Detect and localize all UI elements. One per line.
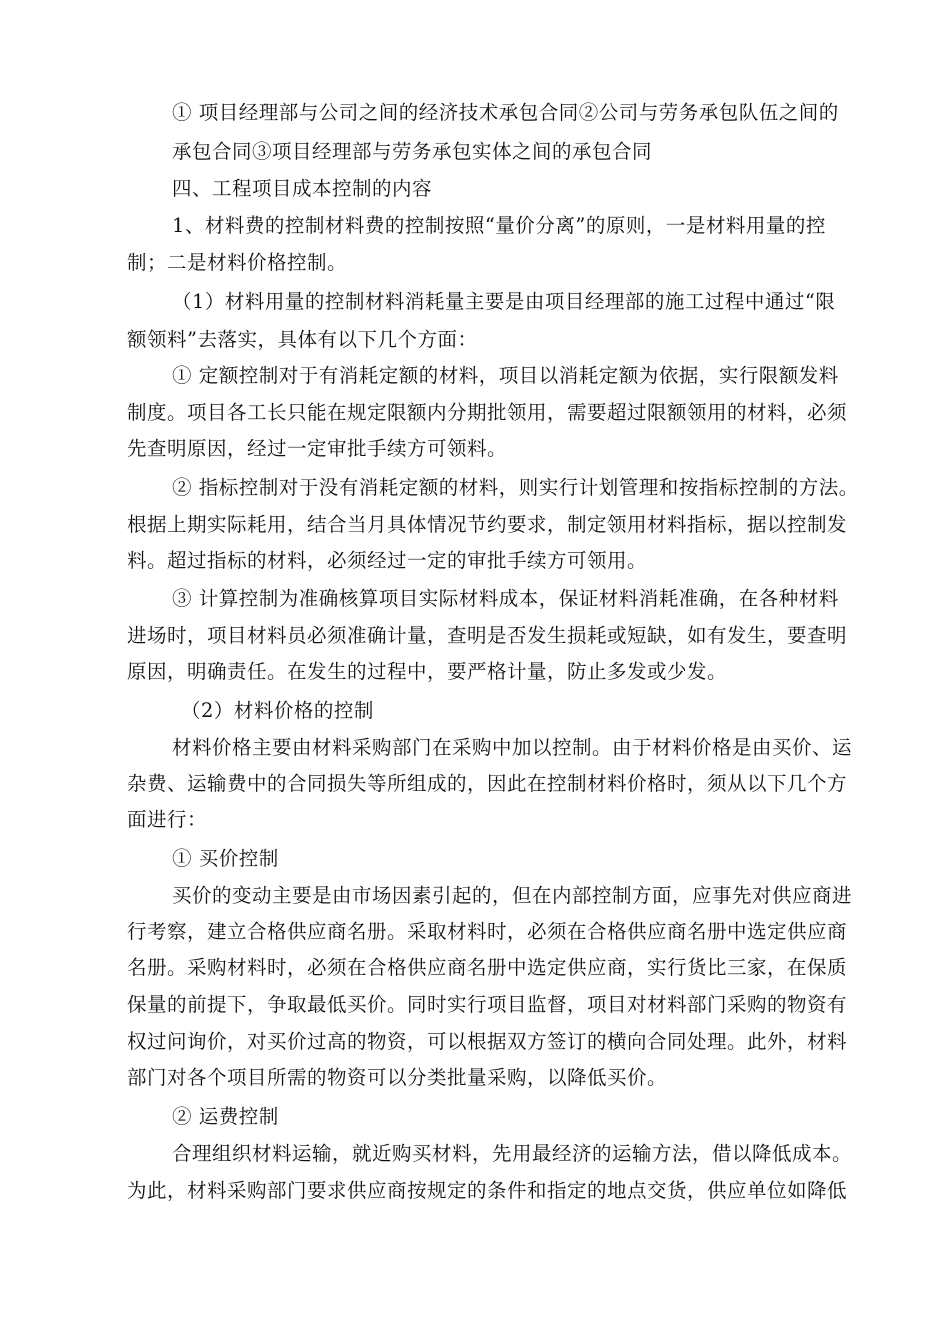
section-heading: 四、工程项目成本控制的内容 [172, 177, 433, 200]
text-line: 合理组织材料运输，就近购买材料，先用最经济的运输方法，借以降低成本。 [172, 1142, 853, 1165]
text-line: 买价的变动主要是由市场因素引起的，但在内部控制方面，应事先对供应商进 [172, 884, 853, 907]
text-line: 进场时，项目材料员必须准确计量，查明是否发生损耗或短缺，如有发生，要查明 [127, 624, 848, 647]
text-line: ① 买价控制 [172, 847, 279, 870]
text-line: 名册。采购材料时，必须在合格供应商名册中选定供应商，实行货比三家，在保质 [127, 956, 848, 979]
text-line: 根据上期实际耗用，结合当月具体情况节约要求，制定领用材料指标，据以控制发 [127, 513, 848, 536]
text-line: （1）材料用量的控制材料消耗量主要是由项目经理部的施工过程中通过“限 [172, 290, 836, 313]
text-line: ② 指标控制对于没有消耗定额的材料，则实行计划管理和按指标控制的方法。 [172, 476, 859, 499]
subsection-heading: （2）材料价格的控制 [181, 699, 374, 722]
text-line: 承包合同③项目经理部与劳务承包实体之间的承包合同 [172, 140, 653, 163]
text-line: 材料价格主要由材料采购部门在采购中加以控制。由于材料价格是由买价、运 [172, 736, 853, 759]
text-line: 杂费、运输费中的合同损失等所组成的，因此在控制材料价格时，须从以下几个方 [127, 772, 848, 795]
text-line: 制；二是材料价格控制。 [127, 251, 348, 274]
text-line: ① 定额控制对于有消耗定额的材料，项目以消耗定额为依据，实行限额发料 [172, 364, 839, 387]
text-line: ③ 计算控制为准确核算项目实际材料成本，保证材料消耗准确，在各种材料 [172, 587, 839, 610]
text-line: 保量的前提下，争取最低买价。同时实行项目监督，项目对材料部门采购的物资有 [127, 993, 848, 1016]
text-line: 为此，材料采购部门要求供应商按规定的条件和指定的地点交货，供应单位如降低 [127, 1179, 848, 1202]
text-line: 1、材料费的控制材料费的控制按照“量价分离”的原则，一是材料用量的控 [172, 214, 826, 237]
text-line: 权过问询价，对买价过高的物资，可以根据双方签订的横向合同处理。此外，材料 [127, 1030, 848, 1053]
text-line: 行考察，建立合格供应商名册。采取材料时，必须在合格供应商名册中选定供应商 [127, 920, 848, 943]
text-line: 面进行： [127, 808, 208, 831]
text-line: ① 项目经理部与公司之间的经济技术承包合同②公司与劳务承包队伍之间的 [172, 101, 839, 124]
text-line: 制度。项目各工长只能在规定限额内分期批领用，需要超过限额领用的材料，必须 [127, 401, 848, 424]
text-line: 部门对各个项目所需的物资可以分类批量采购，以降低买价。 [127, 1066, 668, 1089]
text-line: ② 运费控制 [172, 1105, 279, 1128]
text-line: 额领料”去落实，具体有以下几个方面： [127, 328, 478, 351]
text-line: 原因，明确责任。在发生的过程中，要严格计量，防止多发或少发。 [127, 660, 728, 683]
text-line: 料。超过指标的材料，必须经过一定的审批手续方可领用。 [127, 549, 648, 572]
text-line: 先查明原因，经过一定审批手续方可领料。 [127, 437, 508, 460]
